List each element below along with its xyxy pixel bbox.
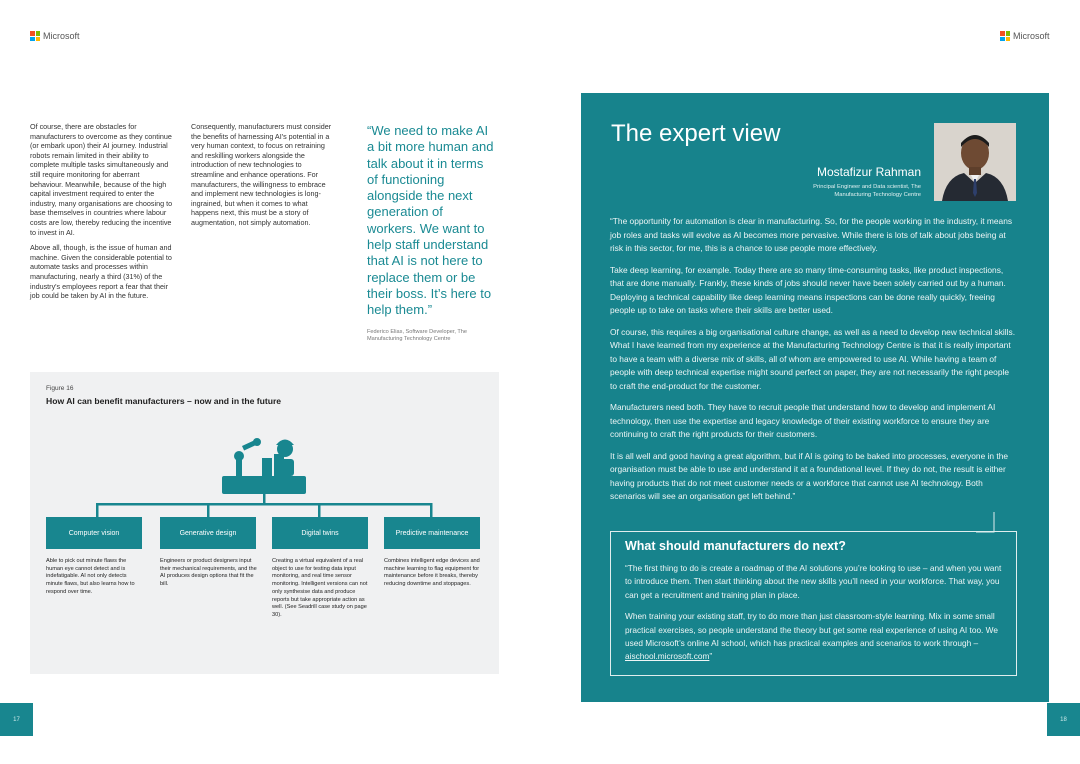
left-column-1: [30, 122, 173, 307]
category-label: Predictive maintenance: [395, 529, 469, 537]
expert-title: The expert view: [611, 120, 781, 147]
category-label: Digital twins: [301, 529, 339, 537]
expert-paragraph: “The opportunity for automation is clear in manufacturing. So, for the people working in the industry, it means job roles and tasks will evolve as AI becomes more pervasive. While there is lots of talk about jobs being at risk in this sector, for me, this is a chance to use people more effectively.: [610, 216, 1013, 253]
expert-photo: [934, 123, 1016, 201]
page-number-right: [1047, 703, 1080, 736]
category-description: Able to pick out minute flaws the human eye cannot detect and is indefatigable. AI not only detects minute flaws, but also learns how to respond over time.: [46, 558, 135, 595]
category-computer-vision: [46, 517, 142, 549]
figure-title: How AI can benefit manufacturers – now and in the future: [46, 396, 282, 406]
category-description: Creating a virtual equivalent of a real object to use for testing data input monitoring, and real time sensor monitoring. Intelligent versions can not only synthesise data and produce reports but take appropriate action as well. (See Seadrill case study on page 30).: [272, 558, 368, 618]
expert-role: Principal Engineer and Data scientist, The Manufacturing Technology Centre: [813, 184, 921, 198]
brand-name: Microsoft: [1013, 31, 1050, 41]
category-generative-design: [160, 517, 256, 549]
expert-paragraph: It is all well and good having a great algorithm, but if AI is going to be baked into processes, everyone in the organisation must be able to use and understand it at a foundational level. If they do not, the result is either having products that do not meet customer needs or a workforce that cannot use AI technology. Both scenarios will see an organisation get left behind.”: [610, 450, 1009, 501]
expert-paragraph: Take deep learning, for example. Today there are so many time-consuming tasks, like product inspections, that are done manually. Frankly, these kinds of jobs should never have been solely carried out by a human. Deploying a technical capability like deep learning means inspections can be done really quickly, freeing people up to take on tasks where their skills are better used.: [610, 264, 1006, 315]
expert-name: Mostafizur Rahman: [816, 165, 921, 179]
figure-label: Figure 16: [46, 385, 74, 392]
expert-paragraph: Manufacturers need both. They have to recruit people that understand how to develop and implement AI technology, then use the expertise and legacy knowledge of their existing workforce to ensure they are continuing to craft the right products for their customers.: [610, 402, 996, 439]
figure-16: [30, 372, 499, 674]
aischool-link[interactable]: aischool.microsoft.com: [625, 651, 710, 662]
category-predictive-maintenance: [384, 517, 480, 549]
page-number-text: 18: [1060, 716, 1067, 723]
worker-body-icon: [276, 459, 294, 476]
microsoft-grid-icon: [30, 31, 40, 41]
next-steps-paragraph: [625, 610, 1002, 664]
microsoft-logo-right: [1000, 31, 1050, 41]
category-description: Combines intelligent edge devices and machine learning to flag equipment for maintenance before it breaks, thereby reducing downtime and stoppages.: [384, 558, 480, 588]
paragraph: Consequently, manufacturers must consider the benefits of harnessing AI's potential in a very human context, to focus on retraining and reskilling workers alongside the introduction of new technologies to streamline and enhance operations. For manufacturers, the willingness to embrace and implement new technologies is long-ingrained, but when it comes to what happens next, this must be a story of augmentation, not simply automation.: [191, 122, 332, 227]
person-portrait-icon: [934, 123, 1016, 201]
paragraph: Of course, there are obstacles for manufacturers to overcome as they continue (or embark upon) their AI journey. Industrial robots remain limited in their ability to complete multiple tasks simultaneously and still require monitoring for aberrant behaviour. Meanwhile, because of the high capital investment required to enter the industry, many organisations are choosing to base themselves in countries where labour costs are low, thereby reducing the incentive to invest in AI.: [30, 122, 173, 237]
closing-quote: ”: [709, 651, 713, 662]
microsoft-logo-left: [30, 31, 80, 41]
expert-paragraph: Of course, this requires a big organisational culture change, as well as a need to develop new technical skills. What I have learned from my experience at the Manufacturing Technology Centre is that it is really important to have a team with a diverse mix of skills, all of whom are empowered to use AI. While having a team of people with deep technical expertise might sound perfect on paper, they are not necessarily the right people to craft the end-product for the customer.: [610, 326, 1016, 391]
category-digital-twins: [272, 517, 368, 549]
category-label: Computer vision: [68, 529, 120, 537]
left-column-2: [191, 122, 334, 234]
factory-illustration: [30, 412, 499, 522]
next-steps-paragraph: “The first thing to do is create a roadmap of the AI solutions you’re looking to use – and when you want to introduce them. Then start thinking about the new skills you’ll need in your workforce. That way, you can get a recruitment and training plan in place.: [625, 563, 1002, 600]
quote-text: “We need to make AI a bit more human and talk about it in terms of functioning alongside the next generation of workers. We want to help staff understand that AI is not here to replace them or be their boss. It’s here to help them.”: [367, 123, 494, 318]
paragraph: Above all, though, is the issue of human and machine. Given the considerable potential to automate tasks and processes within manufacturing, nearly a third (31%) of the industry's employees report a fear that their job could be taken by AI in the future.: [30, 243, 172, 301]
category-label: Generative design: [179, 529, 237, 537]
expert-body: [610, 215, 1018, 512]
next-steps-title: What should manufacturers do next?: [625, 539, 846, 553]
workbench-icon: [222, 476, 306, 494]
brand-name: Microsoft: [43, 31, 80, 41]
microsoft-grid-icon: [1000, 31, 1010, 41]
speech-bubble-notch-icon: [976, 512, 996, 533]
pull-quote: [367, 123, 495, 344]
page-number-text: 17: [13, 716, 20, 723]
next-steps-box: [610, 531, 1017, 676]
page-number-left: [0, 703, 33, 736]
paragraph-text: When training your existing staff, try to do more than just classroom-style learning. Mix in some small practical exercises, so people understand the theory but get some real experience of using AI too. We used Microsoft’s online AI school, which has practical examples and scenarios to work through –: [625, 611, 998, 649]
category-description: Engineers or product designers input their mechanical requirements, and the AI produces design options that fit the bill.: [160, 558, 257, 588]
quote-attribution: Federico Elias, Software Developer, The Manufacturing Technology Centre: [367, 328, 468, 343]
